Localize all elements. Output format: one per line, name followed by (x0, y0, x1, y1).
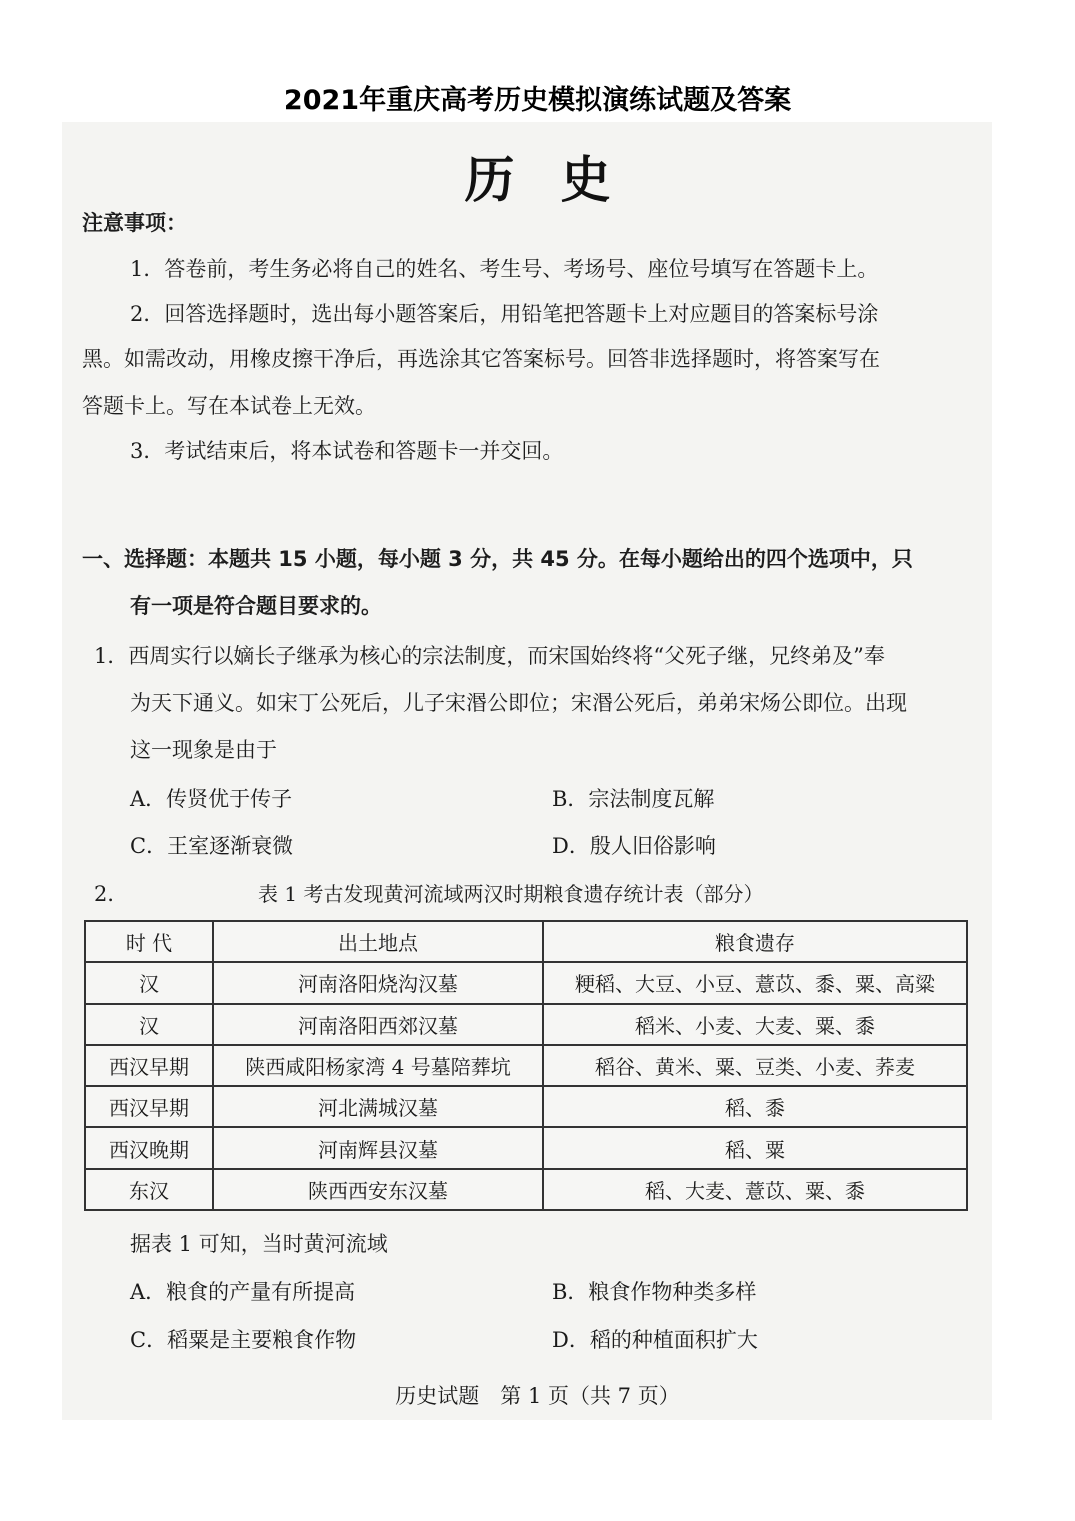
notice-item-1: 1．答卷前，考生务必将自己的姓名、考生号、考场号、座位号填写在答题卡上。 (130, 257, 879, 281)
grain-remains-table (84, 920, 968, 1211)
cell-grain: 稻、粟 (543, 1127, 967, 1168)
header-grain: 粮食遗存 (543, 921, 967, 962)
cell-era: 西汉早期 (85, 1086, 213, 1127)
q2-option-a: A．粮食的产量有所提高 (130, 1280, 356, 1304)
cell-grain: 稻、大麦、薏苡、粟、黍 (543, 1169, 967, 1210)
q2-option-c: C．稻粟是主要粮食作物 (130, 1328, 357, 1352)
document-title: 2021年重庆高考历史模拟演练试题及答案 (283, 85, 792, 116)
q2-option-b: B．粮食作物种类多样 (552, 1280, 757, 1304)
header-era: 时 代 (85, 921, 213, 962)
q1-option-c: C．王室逐渐衰微 (130, 834, 294, 858)
header-site: 出土地点 (213, 921, 543, 962)
q1-option-a: A．传贤优于传子 (130, 787, 293, 811)
cell-era: 西汉早期 (85, 1045, 213, 1086)
notice-item-2: 2．回答选择题时，选出每小题答案后，用铅笔把答题卡上对应题目的答案标号涂 (130, 302, 879, 326)
q1-stem-3: 这一现象是由于 (130, 738, 277, 762)
table-header-row (85, 921, 967, 962)
section-heading-cont: 有一项是符合题目要求的。 (130, 594, 382, 618)
q1-stem-1: 1．西周实行以嫡长子继承为核心的宗法制度，而宋国始终将“父死子继，兄终弟及”奉 (94, 644, 885, 668)
q1-option-d: D．殷人旧俗影响 (552, 834, 716, 858)
notice-item-2-cont2: 答题卡上。写在本试卷上无效。 (82, 394, 376, 418)
table-row (85, 1045, 967, 1086)
notice-heading: 注意事项： (82, 211, 187, 235)
cell-era: 汉 (85, 1004, 213, 1045)
table-row (85, 1004, 967, 1045)
cell-grain: 粳稻、大豆、小豆、薏苡、黍、粟、高粱 (543, 962, 967, 1003)
q2-stem: 据表 1 可知，当时黄河流域 (130, 1232, 388, 1256)
notice-item-2-cont: 黑。如需改动，用橡皮擦干净后，再选涂其它答案标号。回答非选择题时，将答案写在 (82, 347, 880, 371)
cell-site: 河南辉县汉墓 (213, 1127, 543, 1168)
cell-site: 陕西咸阳杨家湾 4 号墓陪葬坑 (213, 1045, 543, 1086)
cell-grain: 稻、黍 (543, 1086, 967, 1127)
cell-site: 河南洛阳烧沟汉墓 (213, 962, 543, 1003)
table-row (85, 1169, 967, 1210)
section-heading: 一、选择题：本题共 15 小题，每小题 3 分，共 45 分。在每小题给出的四个选项中，只 (82, 547, 913, 571)
cell-era: 东汉 (85, 1169, 213, 1210)
cell-grain: 稻米、小麦、大麦、粟、黍 (543, 1004, 967, 1045)
page-footer: 历史试题 第 1 页（共 7 页） (395, 1384, 680, 1408)
table-row (85, 1086, 967, 1127)
cell-era: 汉 (85, 962, 213, 1003)
q2-table-caption: 表 1 考古发现黄河流域两汉时期粮食遗存统计表（部分） (258, 882, 764, 906)
cell-era: 西汉晚期 (85, 1127, 213, 1168)
cell-site: 陕西西安东汉墓 (213, 1169, 543, 1210)
q1-option-b: B．宗法制度瓦解 (552, 787, 715, 811)
cell-site: 河南洛阳西郊汉墓 (213, 1004, 543, 1045)
table-row (85, 962, 967, 1003)
q2-number: 2． (94, 882, 129, 906)
q1-stem-2: 为天下通义。如宋丁公死后，儿子宋湣公即位；宋湣公死后，弟弟宋炀公即位。出现 (130, 691, 907, 715)
cell-site: 河北满城汉墓 (213, 1086, 543, 1127)
table-row (85, 1127, 967, 1168)
q2-option-d: D．稻的种植面积扩大 (552, 1328, 758, 1352)
notice-item-3: 3．考试结束后，将本试卷和答题卡一并交回。 (130, 439, 564, 463)
subject-title: 历史 (464, 151, 657, 209)
cell-grain: 稻谷、黄米、粟、豆类、小麦、荞麦 (543, 1045, 967, 1086)
